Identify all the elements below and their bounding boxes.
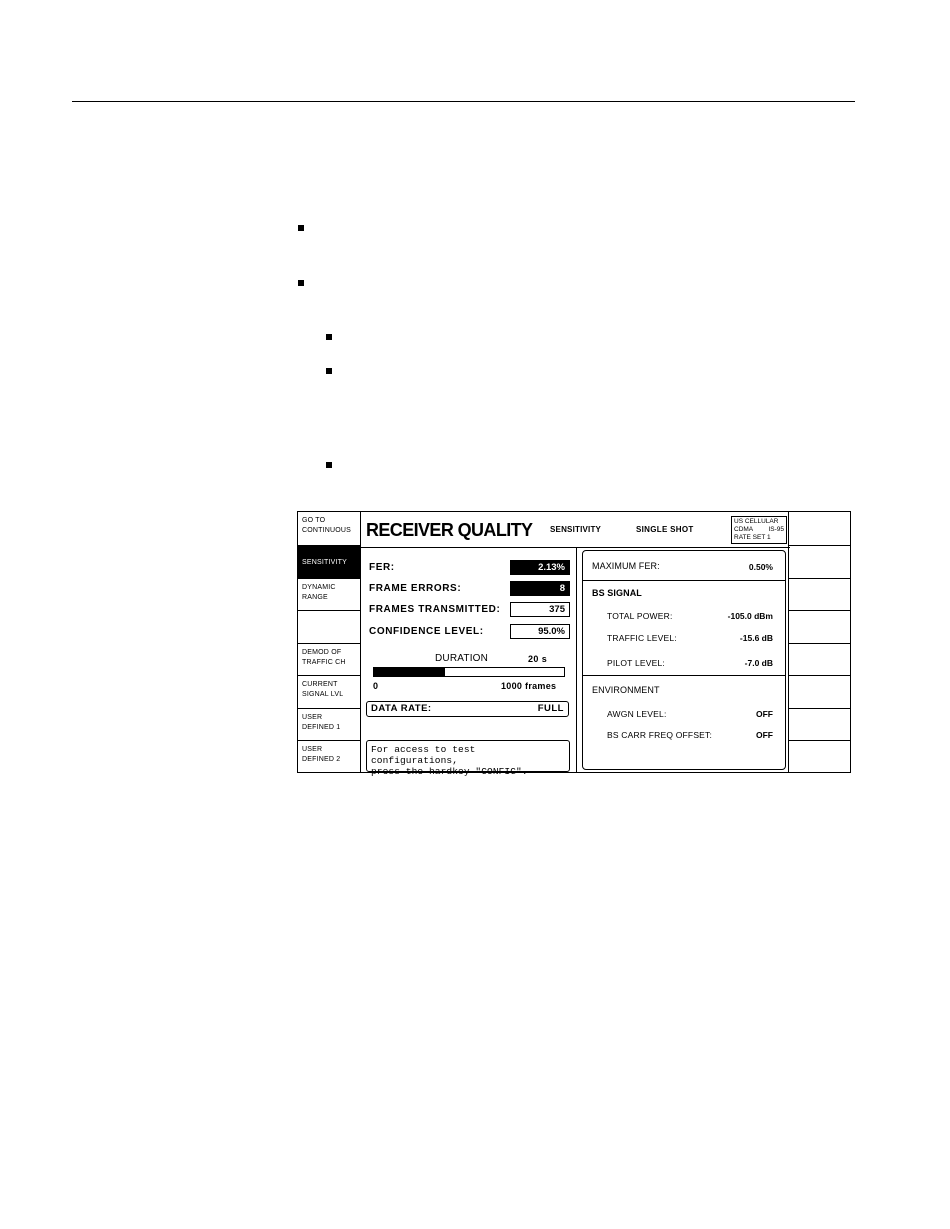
- softkey-current-signal-lvl[interactable]: [298, 676, 360, 709]
- softkey-sensitivity[interactable]: [298, 546, 360, 579]
- softkey-label: SENSITIVITY: [302, 559, 347, 566]
- awgn-level-label: AWGN LEVEL:: [607, 709, 667, 719]
- instrument-screen: [297, 511, 851, 777]
- parameter-panel: [582, 550, 786, 770]
- header-divider: [360, 547, 790, 548]
- softkey-label: SIGNAL LVL: [302, 691, 344, 698]
- bs-signal-header: BS SIGNAL: [592, 588, 642, 598]
- softkey-label: DEMOD OF: [302, 649, 342, 656]
- right-softkey-column: [788, 512, 850, 772]
- system-line: RATE SET 1: [734, 534, 771, 541]
- max-fer-label: MAXIMUM FER:: [592, 561, 660, 571]
- softkey-user-defined-1[interactable]: [298, 709, 360, 741]
- right-softkey-6[interactable]: [789, 676, 850, 709]
- carr-freq-offset-value: OFF: [756, 730, 773, 740]
- data-rate-label: DATA RATE:: [371, 703, 432, 714]
- left-softkey-column: [298, 512, 361, 772]
- traffic-level-value: -15.6 dB: [739, 633, 773, 643]
- measurement-mode: SENSITIVITY: [550, 525, 602, 534]
- right-softkey-7[interactable]: [789, 709, 850, 741]
- progress-start-label: 0: [373, 681, 379, 691]
- progress-fill: [374, 668, 445, 676]
- softkey-label: DYNAMIC: [302, 584, 336, 591]
- traffic-level-label: TRAFFIC LEVEL:: [607, 633, 677, 643]
- duration-value: 20 s: [528, 654, 548, 664]
- softkey-label: GO TO: [302, 517, 326, 524]
- frames-transmitted-value: 375: [510, 602, 570, 617]
- carr-freq-offset-label: BS CARR FREQ OFFSET:: [607, 730, 713, 740]
- softkey-dynamic-range[interactable]: [298, 579, 360, 611]
- sub-bullet-marker: [326, 334, 332, 340]
- panel-divider: [576, 547, 577, 773]
- system-line: CDMA: [734, 526, 754, 533]
- max-fer-value: 0.50%: [748, 562, 773, 572]
- softkey-label: TRAFFIC CH: [302, 659, 346, 666]
- screen-title: RECEIVER QUALITY: [366, 520, 533, 540]
- pilot-level-value: -7.0 dB: [744, 658, 773, 668]
- right-softkey-4[interactable]: [789, 611, 850, 644]
- system-indicator: [731, 516, 787, 544]
- softkey-label: USER: [302, 714, 323, 721]
- fer-label: FER:: [369, 562, 395, 573]
- duration-label: DURATION: [435, 653, 489, 664]
- bullet-marker: [298, 280, 304, 286]
- confidence-level-value: 95.0%: [510, 624, 570, 639]
- duration-progress-bar: [373, 667, 565, 677]
- softkey-blank[interactable]: [298, 611, 360, 644]
- data-rate-value: FULL: [537, 703, 564, 714]
- fer-value: 2.13%: [510, 560, 570, 575]
- message-line: press the hardkey "CONFIG".: [371, 766, 528, 777]
- frame-errors-label: FRAME ERRORS:: [369, 583, 462, 594]
- environment-header: ENVIRONMENT: [592, 685, 660, 695]
- softkey-demod-of-traffic-ch[interactable]: [298, 644, 360, 676]
- softkey-go-to-continuous[interactable]: [298, 512, 360, 546]
- right-softkey-1[interactable]: [789, 512, 850, 546]
- confidence-level-label: CONFIDENCE LEVEL:: [369, 626, 484, 637]
- softkey-label: CONTINUOUS: [302, 527, 352, 534]
- softkey-label: USER: [302, 746, 323, 753]
- right-softkey-2[interactable]: [789, 546, 850, 579]
- data-rate-box: [366, 701, 569, 717]
- header-rule: [72, 101, 855, 102]
- sub-bullet-marker: [326, 462, 332, 468]
- section-divider: [583, 675, 785, 676]
- config-message-box: [366, 740, 570, 777]
- bullet-marker: [298, 225, 304, 231]
- system-line: US CELLULAR: [734, 518, 779, 525]
- softkey-user-defined-2[interactable]: [298, 741, 360, 772]
- frame-errors-value: 8: [510, 581, 570, 596]
- system-line: IS-95: [768, 526, 784, 533]
- softkey-label: RANGE: [302, 594, 328, 601]
- right-softkey-5[interactable]: [789, 644, 850, 676]
- total-power-value: -105.0 dBm: [727, 611, 773, 621]
- message-line: For access to test configurations,: [371, 744, 476, 766]
- softkey-label: DEFINED 1: [302, 724, 341, 731]
- softkey-label: CURRENT: [302, 681, 338, 688]
- shot-mode: SINGLE SHOT: [636, 525, 694, 534]
- right-softkey-3[interactable]: [789, 579, 850, 611]
- awgn-level-value: OFF: [756, 709, 773, 719]
- frames-transmitted-label: FRAMES TRANSMITTED:: [369, 604, 501, 615]
- section-divider: [583, 580, 785, 581]
- sub-bullet-marker: [326, 368, 332, 374]
- pilot-level-label: PILOT LEVEL:: [607, 658, 665, 668]
- softkey-label: DEFINED 2: [302, 756, 341, 763]
- total-power-label: TOTAL POWER:: [607, 611, 673, 621]
- progress-end-label: 1000 frames: [501, 681, 557, 691]
- right-softkey-8[interactable]: [789, 741, 850, 772]
